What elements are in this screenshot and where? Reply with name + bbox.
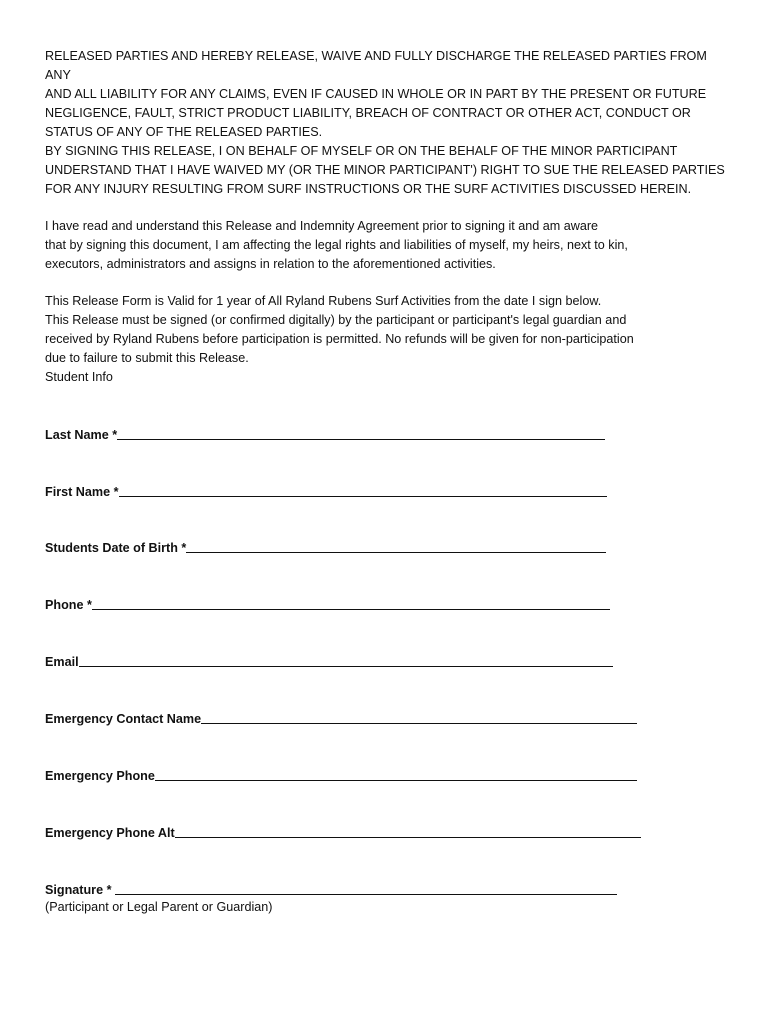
phone-label: Phone * (45, 598, 92, 612)
validity-paragraph: This Release Form is Valid for 1 year of All Ryland Rubens Surf Activities from the date I sign below. This Release must be signed (or confirmed digitally) by the participant or participant's legal guardian and received by Ryland Rubens before participation is permitted. No refunds will be given for non-participation due to failure to submit this Release. Student Info (45, 294, 634, 384)
first-name-input-line[interactable] (119, 482, 607, 497)
last-name-field[interactable] (45, 424, 605, 442)
waiver-paragraph: BY SIGNING THIS RELEASE, I ON BEHALF OF MYSELF OR ON THE BEHALF OF THE MINOR PARTICIPANT UNDERSTAND THAT I HAVE WAIVED MY (OR THE MINOR PARTICIPANT') RIGHT TO SUE THE RELEASED PARTIES FOR ANY INJURY RESULTING FROM SURF INSTRUCTIONS OR THE SURF ACTIVITIES DISCUSSED HEREIN. (45, 144, 725, 196)
email-field[interactable] (45, 651, 613, 669)
last-name-label: Last Name * (45, 428, 118, 442)
dob-field[interactable] (45, 537, 606, 555)
emergency-phone-alt-field[interactable] (45, 822, 641, 840)
liability-release-paragraph: RELEASED PARTIES AND HEREBY RELEASE, WAIVE AND FULLY DISCHARGE THE RELEASED PARTIES FROM ANY AND ALL LIABILITY FOR ANY CLAIMS, EVEN IF CAUSED IN WHOLE OR IN PART BY THE PRESENT OR FUTURE NEGLIGENCE, FAULT, STRICT PRODUCT LIABILITY, BREACH OF CONTRACT OR OTHER ACT, CONDUCT OR STATUS OF ANY OF THE RELEASED PARTIES. (45, 49, 707, 139)
dob-label: Students Date of Birth * (45, 541, 187, 555)
emergency-phone-label: Emergency Phone (45, 769, 155, 783)
first-name-label: First Name * (45, 485, 119, 499)
emergency-phone-alt-label: Emergency Phone Alt (45, 826, 175, 840)
dob-input-line[interactable] (186, 538, 606, 553)
email-input-line[interactable] (79, 652, 613, 667)
emergency-contact-name-field[interactable] (45, 708, 637, 726)
signature-input-line[interactable] (115, 880, 617, 895)
last-name-input-line[interactable] (117, 425, 605, 440)
signature-field[interactable] (45, 879, 617, 897)
emergency-contact-name-label: Emergency Contact Name (45, 712, 202, 726)
signature-label: Signature * (45, 883, 112, 897)
phone-field[interactable] (45, 594, 610, 612)
email-label: Email (45, 655, 79, 669)
emergency-contact-name-input-line[interactable] (201, 709, 637, 724)
emergency-phone-field[interactable] (45, 765, 637, 783)
phone-input-line[interactable] (92, 595, 610, 610)
first-name-field[interactable] (45, 481, 607, 499)
emergency-phone-alt-input-line[interactable] (175, 823, 641, 838)
emergency-phone-input-line[interactable] (155, 766, 637, 781)
acknowledgement-paragraph: I have read and understand this Release and Indemnity Agreement prior to signing it and am aware that by signing this document, I am affecting the legal rights and liabilities of myself, my heirs, next to kin, executors, administrators and assigns in relation to the aforementioned activities. (45, 219, 628, 271)
signature-note: (Participant or Legal Parent or Guardian) (45, 900, 273, 914)
